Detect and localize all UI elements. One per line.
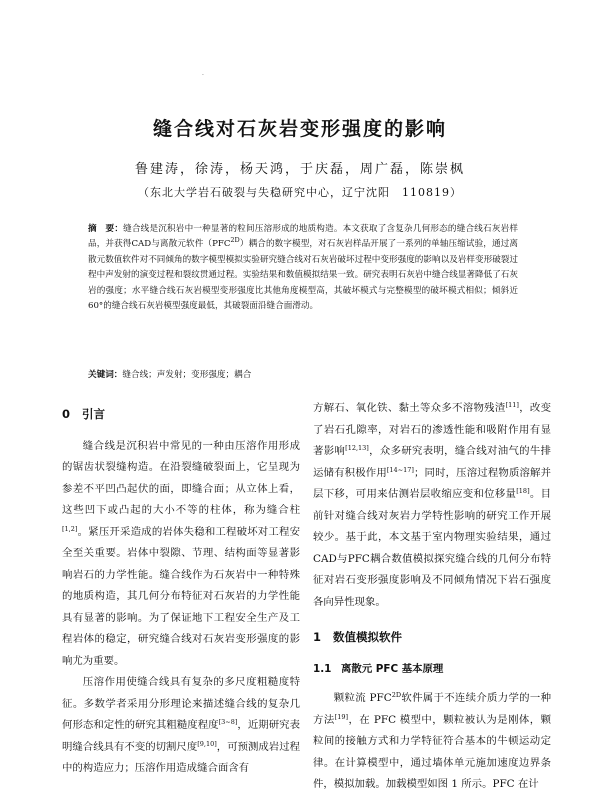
abstract-text: 缝合线是沉积岩中一种显著的粒间压溶形成的地质构造。本文获取了含复杂几何形态的缝合线石灰岩样品，并获得CAD与离散元软件（PFC (88, 224, 518, 250)
citation: [1,2] (62, 524, 78, 533)
subsection-number: 1.1 (313, 662, 332, 675)
intro-paragraph-2 (62, 672, 300, 780)
para-text: 颗粒流 PFC (333, 692, 392, 704)
citation: [12,13] (345, 444, 369, 452)
section-title: 数值模拟软件 (333, 630, 402, 644)
para-text: ，可预测成岩过程中的构造应力；压溶作用造成缝合面含有 (62, 740, 301, 774)
section-heading-introduction (62, 404, 300, 426)
keywords-label: 关键词： (88, 370, 123, 380)
abstract-block (88, 222, 518, 314)
para-text: ，近期研究表明缝合线具有不变的切割尺度 (62, 719, 301, 753)
keywords-text: 缝合线；声发射；变形强度；耦合 (122, 370, 252, 380)
para-text: 压溶作用使缝合线具有复杂的多尺度粗糙度特征。多数学者采用分形理论来描述缝合线的复杂几何形态和定性的研究其粗糙度程度 (62, 676, 300, 731)
abstract-label: 摘 要： (88, 224, 124, 234)
header-mark: · (202, 72, 204, 79)
citation: [3~8] (218, 718, 238, 726)
citation: [19] (334, 712, 349, 721)
superscript: 2D (391, 691, 402, 699)
para-text: ，改变了岩石孔隙率，对岩石的渗透性能和吸附作用有显著影响 (313, 402, 551, 457)
affiliation: （东北大学岩石破裂与失稳研究中心，辽宁沈阳 110819） (138, 186, 462, 199)
abstract-superscript: 2D (230, 236, 240, 245)
author-list: 鲁建涛，徐涛，杨天鸿，于庆磊，周广磊，陈崇枫 (134, 162, 465, 177)
section-number: 0 (62, 407, 71, 421)
section-title: 引言 (82, 407, 105, 421)
section-number: 1 (313, 630, 322, 644)
intro-paragraph-1 (62, 436, 300, 673)
citation: [14~17] (386, 465, 414, 474)
paper-title: 缝合线对石灰岩变形强度的影响 (152, 118, 447, 140)
para-text: ，在 PFC 模型中，颗粒被认为是刚体，颗粒间的接触方式和力学特征符合基本的牛顿运动定律。在计算模型中，通过墙体单元施加速度边界条件，模拟加载。加载模型如图 1 所示。PFC 在计 (313, 713, 551, 790)
para-text: 方解石、氧化铁、黏土等众多不溶物残渣 (313, 402, 506, 414)
left-column (62, 398, 300, 780)
abstract-text-continued: ）耦合的数字模型，对石灰岩样品开展了一系列的单轴压缩试验，通过离散元数值软件对不同倾角的数字模型模拟实验研究缝合线对石灰岩破坏过程中变形强度的影响以及岩样变形破裂过程中声发射的演变过程和裂纹贯通过程。实验结果和数值模拟结果一致。研究表明石灰岩中缝合线显著降低了石灰岩的强度；水平缝合线石灰岩模型变形强度比其他角度模型高，其破坏模式与完整模型的破坏模式相似；倾斜近60°的缝合线石灰岩模型强度最低，其破裂面沿缝合面滑动。 (88, 239, 518, 312)
keywords-block (88, 368, 518, 382)
citation: [9,10] (197, 739, 217, 748)
subsection-heading-pfc (313, 659, 551, 681)
subsection-title: 离散元 PFC 基本原理 (341, 662, 444, 675)
para-text: 缝合线是沉积岩中常见的一种由压溶作用形成的锯齿状裂缝构造。在沿裂缝破裂面上，它呈现为参差不平凹凸起伏的面，即缝合面；从立体上看，这些凹下或凸起的大小不等的柱体，称为缝合柱 (62, 439, 300, 516)
right-column (313, 398, 551, 796)
para-text: ，众多研究表明，缝合线对油气的牛排运储有积极作用 (313, 445, 552, 479)
citation: [18] (516, 487, 530, 495)
citation: [11] (505, 401, 519, 409)
intro-paragraph-continued (313, 398, 551, 613)
para-text: 。目前针对缝合线对灰岩力学特性影响的研究工作开展较少。基于此，本文基于室内物理实验结果，通过CAD与PFC耦合数值模拟探究缝合线的几何分布特征对岩石变形强度影响及不同倾角情况下岩石强度各向异性现象。 (313, 488, 552, 608)
pfc-paragraph (313, 688, 551, 796)
section-heading-numerical-software (313, 627, 551, 649)
para-text: 。紧压开采造成的岩体失稳和工程破坏对工程安全至关重要。岩体中裂隙、节理、结构面等显著影响岩石的力学性能。缝合线作为石灰岩中一种特殊的地质构造，其几何分布特征对石灰岩的力学性能具有显著的影响。为了保证地下工程安全生产及工程岩体的稳定，研究缝合线对石灰岩变形强度的影响尤为重要。 (62, 525, 300, 667)
para-text: ；同时，压溶过程物质溶解并层下移，可用来估测岩层收缩应变和位移量 (313, 466, 552, 500)
para-text: 软件属于不连续介质力学的一种方法 (313, 692, 551, 726)
